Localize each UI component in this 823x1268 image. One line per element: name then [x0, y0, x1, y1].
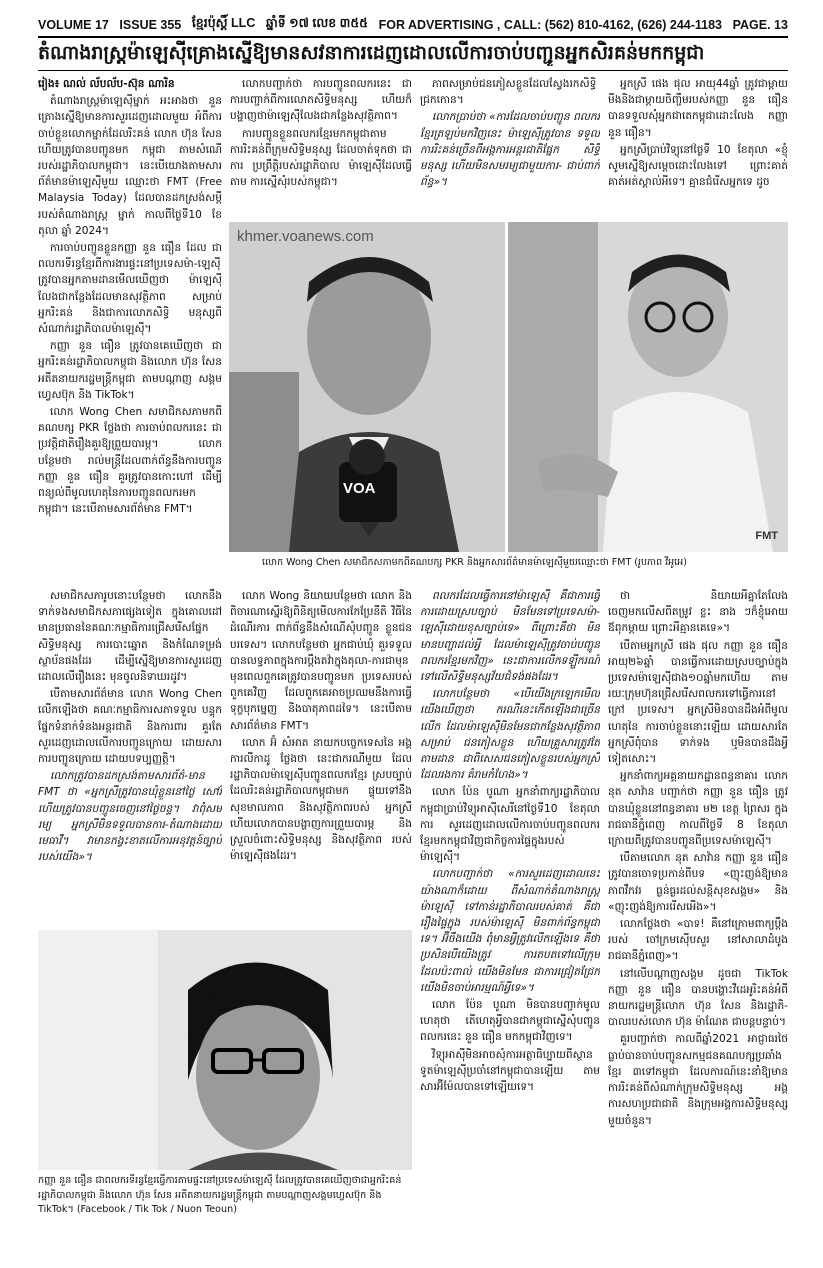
- byline: រៀង៖ ណល់ ល័បល័ប-ស៊ុន ណារិន: [38, 78, 175, 90]
- paragraph: ការបញ្ជូនខ្លួនពលករខ្មែរមកកម្ពុជាតាម ការរិះគន់ពីក្រុមសិទ្ធិមនុស្ស ដែលចាត់ទុកថា ជាការ ប្រព្រឹត្តិរបស់រដ្ឋាភិបាល ម៉ាឡេស៊ីដែលធ្វើតាម ការស្នើសុំរបស់កម្ពុជា។: [230, 127, 412, 189]
- photo-watermark: khmer.voanews.com: [237, 228, 374, 245]
- article-column-1: [38, 76, 222, 584]
- quote-paragraph: លោកត្រូវបានដកស្រង់តាមសារព័ត៌-មាន FMT ថា «អ្នកស្រីត្រូវបានឃុំខ្លួននៅថ្ងៃ សៅរ៍ហើយត្រូវបានបញ្ជូនចេញនៅថ្ងៃចន្ទ។ វាពុំសមរម្យ អ្នកស្រីមិនទទួលបានការ-តំណាងដោយមេធាវី។ វាមានកង្វះខាតលើការអនុវត្តន៍ច្បាប់របស់យើង»។: [38, 770, 222, 864]
- paragraph: គួរបញ្ជាក់ថា កាលពីឆ្នាំ2021 អាជ្ញាធរថៃ ធ្លាប់បានចាប់បញ្ជូនសកម្មជនគណបក្សប្រឆាំងខ្មែរ ៣ទៅកម្ពុជា ដែលការណ៍នេះនាំឱ្យមានការរិះគន់ពីសំណាក់ក្រុមសិទ្ធិមនុស្ស អង្គការសហប្រជាជាតិ និងក្រុមអង្គការសិទ្ធិមនុស្សមួយចំនួន។: [608, 1033, 788, 1127]
- paragraph: លោកថ្លែងថា «បាទ! គឺនៅក្រោមពាក្យប្ដឹងរបស់ ចៅក្រមស៊ើបសួរ នៅសាលាដំបូងរាជធានីភ្នំពេញ»។: [608, 918, 788, 963]
- paragraph: លោក Wong និយាយបន្ថែមថា លោក និងពិចារណាស្នើរឱ្យពិនិត្យមើលការកែប្រែនីតិ វិធីនៃដំណើរការ ពាក់ព័ន្ធនឹងសំណើសុំបញ្ជូន ខ្លួនជនបរទេស។ លោកបន្ថែមថា អ្នកជាប់ឃុំ គួរទទួលបានលទ្ធភាពក្នុងការប្ដឹងតវ៉ាក្នុងតុលា-ការជាមុន មុនពេលពួកគេត្រូវបានបញ្ជូនមក ប្រទេសរបស់ពួកគេវិញ ដែលពួកគេអាចប្រឈមនឹងការធ្វើទុក្ខបុកម្នេញ និងបាតុភាពដទៃ។ នេះបើតាម សារព័ត៌មាន FMT។: [230, 590, 412, 732]
- portrait-illustration: [229, 222, 505, 552]
- photo-watermark: FMT: [755, 530, 778, 542]
- page-number: PAGE. 13: [732, 18, 788, 32]
- paragraph: វិទ្យុអាស៊ីមិនអាចសុំការអត្ថាធិប្បាយពីស្ថាន ទូតម៉ាឡេស៊ីប្រចាំនៅកម្ពុជាបានឡើយ តាម សារអ៊ីម៉ែលបានទៅឡើយទេ។: [420, 1048, 600, 1094]
- quote-paragraph: លោកបន្ថែមថា «បើយើងក្រឡេកមើល យើងឃើញថា ករណីនេះកើតឡើងជាច្រើនលើក ដែលម៉ាឡេស៊ីមិនមែនជាកន្លែងសុវត្ថិភាពសម្រាប់ ជនភៀសខ្លួន ហើយគ្រួសារត្រូវតែតាមដាន ជាពិសេសជនភៀសខ្លួនរបស់អ្នកស្រី ដែលរងការ គំរាមកំហែង»។: [420, 688, 600, 782]
- article-column-3-top: [420, 76, 600, 216]
- paragraph: អ្នកស្រី ផេង ផុល អាយុ44ឆ្នាំ ត្រូវជាម្ដាយ មីងនិងជាម្ដាយចិញ្ចឹមរបស់កញ្ញា នួន ធឿន បានទទួលសុំអ្នកជាតេកម្ពុជាដោះលែង កញ្ញា នួន ធឿន។: [608, 78, 788, 139]
- article-column-4-top: [608, 76, 788, 216]
- paragraph: សមាជិកសភារូបនោះបន្ថែមថា លោកនឹង ទាក់ទងសមាជិកសភាផ្សេងទៀត ក្នុងគោលដៅ មានប្រធាននៃគណៈកម្មាធិការជ្រើសរើសផ្នែក សិទ្ធិមនុស្ស ការបោះឆ្នោត និងកំណែទម្រង់ ស្ថាប័នផងដែរ ដើម្បីស្នើឱ្យមានការសួរដេញ ដោលលើរឿងនេះ មុនចូលនិទាឃរដូវ។: [38, 590, 222, 684]
- issue-label: ISSUE 355: [119, 18, 182, 32]
- brand-name: ខ្មែរប៉ុស្ដិ៍ LLC: [191, 16, 256, 30]
- paragraph: នៅលើបណ្ដាញសង្គម ដូចជា TikTok កញ្ញា នួន ធឿន បានបង្ហោះវីដេអូរិះគន់អំពី នាយករដ្ឋមន្ត្រីលោក ហ៊ុន សែន និងរដ្ឋាភិ-បាលរបស់លោក ហ៊ុន ម៉ាណែត ជាបន្តបន្ទាប់។: [608, 967, 788, 1029]
- article-column-4-bottom: [608, 588, 788, 1238]
- paragraph: បើតាមអ្នកស្រី ផេង ផុល កញ្ញា នួន ធឿន អាយុ២៦ឆ្នាំ បានធ្វើការដោយស្របច្បាប់ក្នុង ប្រទេសម៉ាឡេស៊ីជាង១០ឆ្នាំមកហើយ តាម រយៈក្រុមហ៊ុនជ្រើសរើសពលករទៅធ្វើការនៅក្រៅ ប្រទេស។ អ្នកស្រីមិនបានដឹងអំពីមូលហេតុនៃ ការចាប់ខ្លួននោះឡើយ ដោយសារតែអ្នកស្រីពុំបាន ទាក់ទង ឬមិនបានដឹងអ្វីទៀតសោះ។: [608, 639, 788, 766]
- paragraph: លោក ប៉ែន បូណា មិនបានបញ្ជាក់មូល ហេតុថា តើហេតុអ្វីបានជាកម្ពុជាស្នើសុំបញ្ជូនពលករនេះ នួន ធឿន មកកម្ពុជាវិញទេ។: [420, 999, 600, 1044]
- paragraph: ភាពសម្រាប់ជនភៀសខ្លួនដែលស្វែងរកសិទ្ធិជ្រកកោន។: [420, 78, 597, 107]
- paragraph: បើតាមសារព័ត៌មាន លោក Wong Chen លើកឡើងថា គណៈកម្មាធិការសភាទទួល បន្ទុកផ្នែកទំនាក់ទំនងអន្តរជាតិ និងការពារ គួរតែ សួរដេញដោលលើការបញ្ជូនក្រោយ ដោយសារការបញ្ជូនក្រោយ ដោយបទប្បញ្ញត្តិ។: [38, 688, 222, 766]
- article-column-2-top: [230, 76, 412, 216]
- article-column-3-bottom: [420, 588, 600, 1233]
- paragraph: ការចាប់បញ្ជូនខ្លួនកញ្ញា នួន ធឿន ដែល ជាពលករទីរន្ធខ្មែរពីការងារផ្ទះនៅប្រទេសម៉ា-ឡេស៊ី ត្រូវបានអ្នកតាមដានមើលឃើញថា ម៉ាឡេស៊ីលែងជាកន្លែងដែលមានសុវត្ថិភាព សម្រាប់អ្នករិះគន់ និងជាការលោភសិទ្ធិ មនុស្សពីសំណាក់រដ្ឋាភិបាលម៉ាឡេស៊ី។: [38, 242, 222, 336]
- advertising-contact: FOR ADVERTISING , CALL: (562) 810-4162, (626) 244-1183: [378, 18, 723, 32]
- paragraph: តំណាងរាស្ត្រម៉ាឡេស៊ីម្នាក់ អះអាងថា នួន ត្រោងស្នើឱ្យមានការសួរដេញដោលមួយ អំពីការចាប់ខ្លួនលោកម្នាក់ដែលរិះគន់ លោក ហ៊ុន សែន ហើយត្រូវបានបញ្ជូនមក កម្ពុជា តាមសំណើរបស់រដ្ឋាភិបាលកម្ពុជា។ នេះបើយោងតាមសារព័ត៌មានម៉ាឡេស៊ីមួយ ឈ្មោះថា FMT (Free Malaysia Today) ដែលបានដកស្រង់សម្ដីរបស់តំណាងរាស្ត្រ ម្នាក់ កាលពីថ្ងៃទី10 ខែតុលា ឆ្នាំ 2024។: [38, 95, 222, 237]
- quote-paragraph: ពលករដែលធ្វើការនៅម៉ាឡេស៊ី គឺជាការធ្វើ ការដោយស្របច្បាប់ មិនមែនទៅប្រទេសម៉ា-ឡេស៊ីដោយខុសច្បាប់ទេ» ពីព្រោះគឺថា មិន មានបញ្ហាដល់អ្វី ដែលម៉ាឡេស៊ីត្រូវចាប់បញ្ជូន ពលករខ្មែរមកវិញ» នេះជាការលើកទឡ្ហីករណ៍ទៅលើសិទ្ធិមនុស្សវ័យជំទង់ផងដែរ។: [420, 590, 600, 684]
- paragraph: លោក Wong Chen សមាជិកសភាមកពី គណបក្ស PKR ថ្លែងថា ការចាប់ពលករនេះ ជាប្រវត្តិជាតិរឿងគួរឱ្យព្រួយបារម្ភ។ លោក បន្ថែមថា រាល់មន្ត្រីដែលពាក់ព័ន្ធនឹងការបញ្ជូន កញ្ញា នួន ធឿន គួរត្រូវបានកោះហៅ ដើម្បី ពន្យល់ពីមូលហេតុនៃការបញ្ជូនពលករមក កម្ពុជា។ នេះបើតាមសារព័ត៌មាន FMT។: [38, 406, 222, 516]
- paragraph: លោកបញ្ជាក់ថា ការបញ្ជូនពលករនេះ ជា ការបញ្ជាក់ពីការលោភសិទ្ធិមនុស្ស ហើយក៏ បង្ហាញថាម៉ាឡេស៊ីលែងជាកន្លែងសុវត្ថិភាព។: [230, 78, 412, 123]
- volume-label: VOLUME 17: [38, 18, 109, 32]
- paragraph: លោក ប៉ែន បូណា អ្នកនាំពាក្យរដ្ឋាភិបាល កម្ពុជាប្រាប់វិទ្យុអាស៊ីសេរីនៅថ្ងៃទី10 ខែតុលា ការ សួរដេញដោលលើការចាប់បញ្ជូនពលករ ខ្មែរមកកម្ពុជាវិញជាកិច្ចការផ្ទៃក្នុងរបស់ម៉ាឡេស៊ី។: [420, 786, 600, 864]
- photo-wong-chen: [229, 222, 505, 552]
- paragraph: កញ្ញា នួន ធឿន ត្រូវបានគេឃើញថា ជា អ្នករិះគន់រដ្ឋាភិបាលកម្ពុជា និងលោក ហ៊ុន សែន អតីតនាយករដ្ឋមន្ត្រីកម្ពុជា តាមបណ្ដាញ សង្គមហ្វេសប៊ុក និង TikTok។: [38, 340, 222, 401]
- paragraph: អ្នកស្រីប្រាប់វិទ្យុនៅថ្ងៃទី 10 ខែតុលា «ខ្ញុំសូមស្នើឱ្យសម្ដេចដោះលែងទៅ ព្រោះគាត់ គាត់អត់ស្គាល់អីទេ។ គ្មានជំរើសអ្នកទេ ដូច: [608, 143, 788, 189]
- portrait-illustration: [508, 222, 788, 552]
- portrait-illustration: [38, 930, 412, 1170]
- headline-rule: [38, 70, 788, 71]
- page-header: [38, 14, 788, 38]
- paragraph: លោក អ៊ំ សំអាត នាយកបច្ចេកទេសនៃ អង្គការលីកាដូ ថ្លែងថា នេះជាករណីមួយ ដែលរដ្ឋាភិបាលម៉ាឡេស៊ីបញ្ជូនពលករខ្មែរ ស្របច្បាប់ដែលរិះគន់រដ្ឋាភិបាលកម្ពុជាមក ផ្ទុយទៅនឹងសុខមាលភាព និងសុវត្ថិភាពរបស់ អ្នកស្រី ហើយលោកបានបង្ហាញការព្រួយបារម្ភ និងស្រួលចំពោះសិទ្ធិមនុស្ស និងសុវត្ថិភាព របស់ម៉ាឡេស៊ីផងដែរ។: [230, 736, 412, 863]
- article-column-1-lower: [38, 588, 222, 924]
- photo-caption-1: លោក Wong Chen សមាជិកសភាមកពីគណបក្ស PKR និងអ្នកសារព័ត៌មានម៉ាឡេស៊ីមួយឈ្មោះថា FMT (រូបភាព វីអូអេ): [262, 557, 687, 568]
- voa-mic-logo: VOA: [343, 480, 376, 497]
- paragraph: អ្នកនាំពាក្យអគ្គនាយកដ្ឋានពន្ធនាគារ លោក នុត សាវ៉ាន បញ្ជាក់ថា កញ្ញា នួន ធឿន ត្រូវបានឃុំខ្លួននៅពន្ធនាគារ ម២ ខេត្ត ព្រៃសរ ក្នុងរាជធានីភ្នំពេញ កាលពីថ្ងៃទី 8 ខែតុលា ក្រោយពីត្រូវបានបញ្ជូនពីប្រទេសម៉ាឡេស៊ី។: [608, 770, 788, 848]
- photo-fmt-person: [508, 222, 788, 552]
- photo-nuon-teoun: [38, 930, 412, 1170]
- article-column-2-bottom: [230, 588, 412, 924]
- headline: តំណាងរាស្ត្រម៉ាឡេស៊ីគ្រោងស្នើឱ្យមានសវនាការដេញដោលលើការចាប់បញ្ជូនអ្នកសិរគន់មកកម្ពុជា: [38, 42, 705, 64]
- quote-paragraph: លោកប្រាប់ថា «ការដែលចាប់បញ្ជូន ពលករខ្មែរត្រឡប់មកវិញនេះ ម៉ាឡេស៊ីត្រូវបាន ទទួលការរិះគន់ច្រើនពីអង្គការអន្តរជាតិផ្នែក សិទ្ធិមនុស្ស ហើយមិនសមរម្យជាមួយការ- ជាប់ពាក់ព័ន្ធ»។: [420, 111, 600, 189]
- paragraph: បើតាមលោក នុត សាវ៉ាន កញ្ញា នួន ធឿន ត្រូវបានចោទប្រកាន់ពីបទ «ញុះញង់ឱ្យមានភាពវឹកវរ ធ្ងន់ធ្ងរដល់សន្តិសុខសង្គម» និង «ញុះញង់ឱ្យការរើសអើង»។: [608, 852, 788, 913]
- photo-caption-2: កញ្ញា នួន ធឿន ជាពលករទីរន្ធខ្មែរធ្វើការតាមផ្ទះនៅប្រទេសម៉ាឡេស៊ី ដែលត្រូវបានគេឃើញថាជាអ្នករិះគន់រដ្ឋាភិបាលកម្ពុជា និងលោក ហ៊ុន សែន អតីតនាយករដ្ឋមន្ត្រីកម្ពុជា តាមបណ្ដាញសង្គមហ្វេសប៊ុក និង TikTok។ (Facebook / Tik Tok / Nuon Teoun): [38, 1175, 402, 1215]
- paragraph: ថា និយាយអីគ្នាតែលែងចេញមកលើសពីតម្រូវ ខ្លះ នាង ៗក៏ខ្ញុំអោយឪពុកម្ដាយ ព្រោះអីគ្មានគេទេ»។: [608, 590, 788, 635]
- quote-paragraph: លោកបញ្ជាក់ថា «ការសួរដេញដោលនេះ យ៉ាងណាក៏ដោយ ពីសំណាក់តំណាងរាស្ត្រម៉ាឡេស៊ី ទៅកាន់រដ្ឋាភិបាលរបស់គាត់ គឺជារឿងផ្ទៃក្នុង របស់ម៉ាឡេស៊ី មិនពាក់ព័ន្ធកម្ពុជាទេ។ អ៊ីចឹងយើង ពុំមានអ្វីត្រូវលើកឡើងទេ គឺថា ប្រសិនបើយើងត្រូវ ការតបតទៅលើក្រុមដែលប៉ះពាល់ យើងមិនមែន ជាការជ្រៀតជ្រែក យើងមិនចាប់អារម្មណ៍អ្វីទេ»។: [420, 868, 600, 994]
- issue-khmer: ឆ្នាំទី ១៧ លេខ ៣៥៥: [265, 16, 369, 30]
